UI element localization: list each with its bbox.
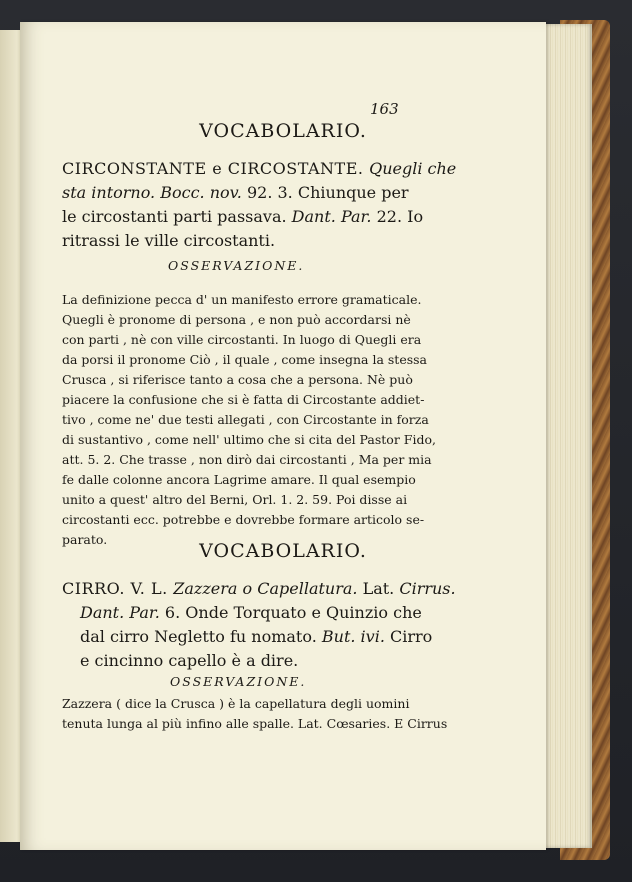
section-heading-2: VOCABOLARIO. [199, 540, 367, 562]
observation-line: da porsi il pronome Ciò , il quale , come insegna la stessa [62, 352, 428, 367]
entry-line: CIRCONSTANTE e CIRCOSTANTE. Quegli che [62, 159, 457, 178]
observation-title-1: OSSERVAZIONE. [168, 258, 305, 273]
book-page [20, 22, 546, 850]
observation-line: Zazzera ( dice la Crusca ) è la capellatura degli uomini [62, 696, 410, 711]
observation-line: circostanti ecc. potrebbe e dovrebbe formare articolo se- [62, 512, 425, 527]
entry-line: e cincinno capello è a dire. [80, 651, 299, 670]
observation-line: fe dalle colonne ancora Lagrime amare. Il qual esempio [62, 472, 416, 487]
observation-line: piacere la confusione che si è fatta di Circostante addiet- [62, 392, 425, 407]
entry-line: dal cirro Negletto fu nomato. But. ivi. Cirro [80, 627, 433, 646]
observation-line: parato. [62, 532, 108, 547]
entry-line: Dant. Par. 6. Onde Torquato e Quinzio che [80, 603, 422, 622]
entry-line: le circostanti parti passava. Dant. Par. 22. Io [62, 207, 424, 226]
page-number: 163 [370, 100, 399, 118]
entry-line: ritrassi le ville circostanti. [62, 231, 276, 250]
observation-line: tivo , come ne' due testi allegati , con Circostante in forza [62, 412, 429, 427]
entry-line: CIRRO. V. L. Zazzera o Capellatura. Lat. Cirrus. [62, 579, 456, 598]
section-heading-1: VOCABOLARIO. [199, 120, 367, 142]
observation-line: Quegli è pronome di persona , e non può accordarsi nè [62, 312, 411, 327]
observation-line: di sustantivo , come nell' ultimo che si cita del Pastor Fido, [62, 432, 436, 447]
observation-line: con parti , nè con ville circostanti. In luogo di Quegli era [62, 332, 422, 347]
entry-line: sta intorno. Bocc. nov. 92. 3. Chiunque per [62, 183, 409, 202]
observation-title-2: OSSERVAZIONE. [170, 674, 307, 689]
observation-line: La definizione pecca d' un manifesto errore gramaticale. [62, 292, 422, 307]
observation-line: att. 5. 2. Che trasse , non dirò dai circostanti , Ma per mia [62, 452, 432, 467]
observation-line: tenuta lunga al più infino alle spalle. Lat. Cœsaries. E Cirrus [62, 716, 448, 731]
observation-line: Crusca , si riferisce tanto a cosa che a persona. Nè può [62, 372, 413, 387]
observation-line: unito a quest' altro del Berni, Orl. 1. 2. 59. Poi disse ai [62, 492, 408, 507]
